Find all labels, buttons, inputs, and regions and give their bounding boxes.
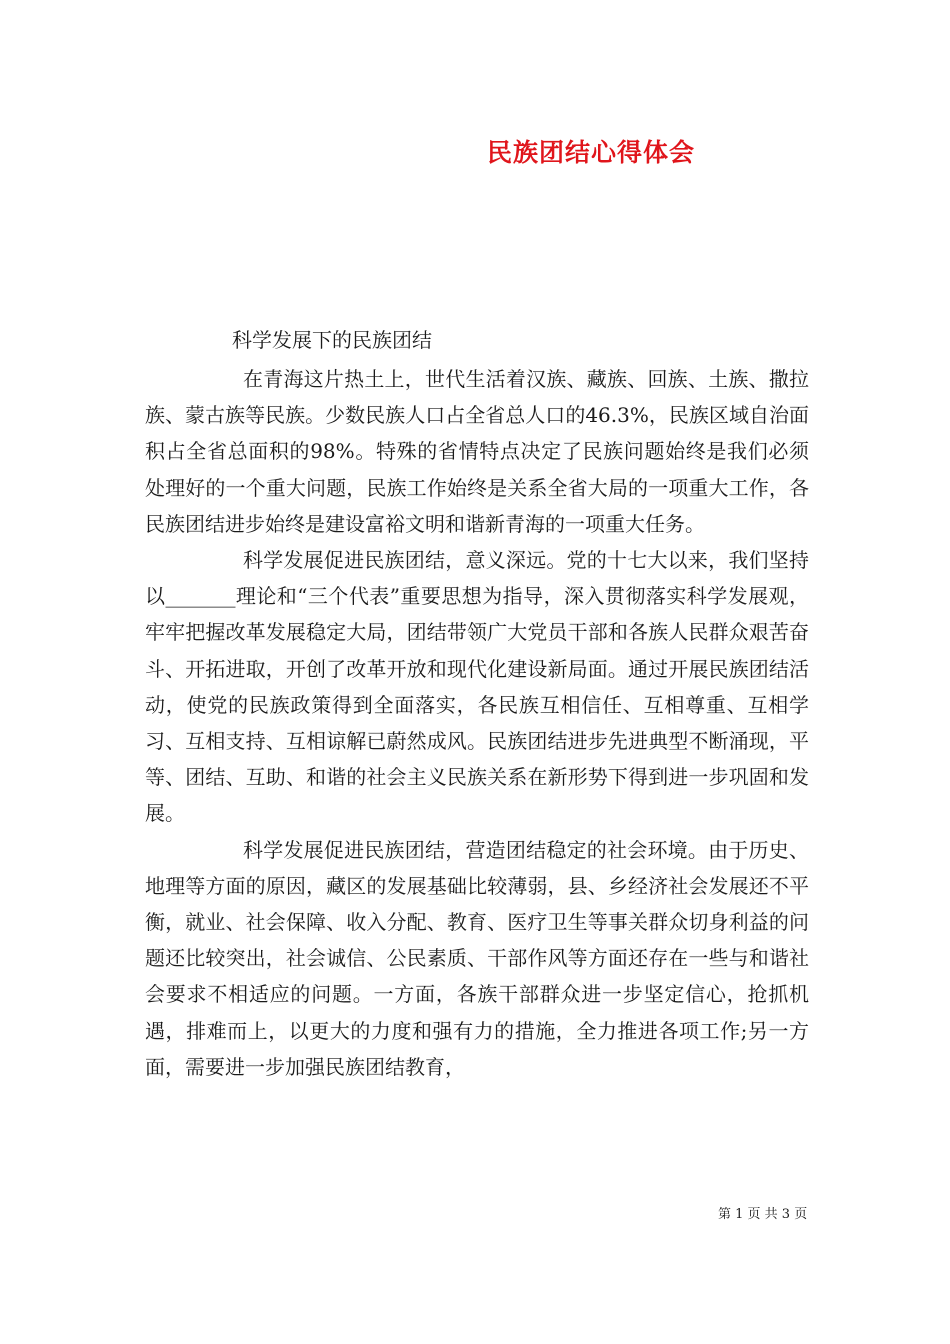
document-title: 民族团结心得体会 — [487, 138, 696, 167]
document-title-row — [0, 133, 950, 169]
page-number-footer: 第 1 页 共 3 页 — [718, 1207, 808, 1222]
paragraph-3: 科学发展促进民族团结，营造团结稳定的社会环境。由于历史、地理等方面的原因，藏区的发展基础比较薄弱，县、乡经济社会发展还不平衡，就业、社会保障、收入分配、教育、医疗卫生等事关群众切身利益的问题还比较突出，社会诚信、公民素质、干部作风等方面还存在一些与和谐社会要求不相适应的问题。一方面，各族干部群众进一步坚定信心，抢抓机遇，排难而上，以更大的力度和强有力的措施，全力推进各项工作;另一方面，需要进一步加强民族团结教育， — [145, 837, 809, 1079]
paragraph-2: 科学发展促进民族团结，意义深远。党的十七大以来，我们坚持以_______理论和“三个代表”重要思想为指导，深入贯彻落实科学发展观，牢牢把握改革发展稳定大局，团结带领广大党员干部和各族人民群众艰苦奋斗、开拓进取，开创了改革开放和现代化建设新局面。通过开展民族团结活动，使党的民族政策得到全面落实，各民族互相信任、互相尊重、互相学习、互相支持、互相谅解已蔚然成风。民族团结进步先进典型不断涌现，平等、团结、互助、和谐的社会主义民族关系在新形势下得到进一步巩固和发展。 — [145, 548, 809, 826]
paragraph-1: 在青海这片热土上，世代生活着汉族、藏族、回族、土族、撒拉族、蒙古族等民族。少数民族人口占全省总人口的46.3%，民族区域自治面积占全省总面积的98%。特殊的省情特点决定了民族问题始终是我们必须处理好的一个重大问题，民族工作始终是关系全省大局的一项重大工作，各民族团结进步始终是建设富裕文明和谐新青海的一项重大任务。 — [145, 367, 809, 536]
document-subtitle: 科学发展下的民族团结 — [232, 328, 432, 352]
document-body — [145, 361, 809, 1085]
